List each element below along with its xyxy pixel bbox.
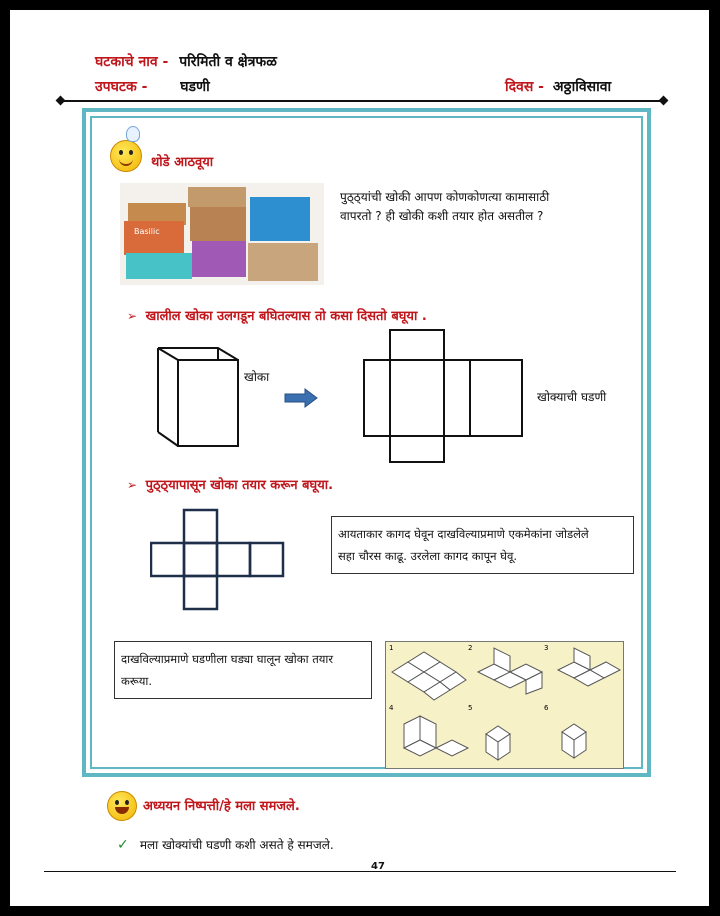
cross-net-drawing [150,508,286,612]
recall-question-line1: पुठ्ठ्यांची खोकी आपण कोणकोणत्या कामासाठी [340,190,550,204]
happy-smiley-icon [107,791,137,821]
outcome-item-row [117,834,334,855]
folding-steps-image [385,641,624,769]
make-instruction: पुठ्ठ्यापासून खोका तयार करून बघूया. [145,478,334,493]
unfold-instruction-row [127,306,427,324]
right-arrow-icon [283,388,319,408]
step-number: 5 [468,704,473,712]
unfold-instruction: खालील खोका उलगडून बघितल्यास तो कसा दिसतो बघूया . [145,309,427,324]
step1-textbox [331,516,634,574]
step2-textbox [114,641,372,699]
recall-question-line2: वापरतो ? ही खोकी कशी तयार होत असतील ? [340,209,544,223]
page-number: 47 [371,861,385,872]
step-number: 1 [389,644,394,652]
step-number: 6 [544,704,549,712]
photo-box-text: Basilic [134,227,160,236]
step-number: 3 [544,644,549,652]
folding-steps-drawing [386,642,625,770]
arrow-bullet-icon: ➢ [127,478,138,492]
checkmark-icon: ✓ [117,837,129,853]
day-value: अठ्ठाविसावा [552,79,612,95]
step1-line1: आयताकार कागद घेवून दाखविल्याप्रमाणे एकमेकांना जोडलेले [338,527,589,541]
recall-title: थोडे आठवूया [151,155,214,170]
subunit-value: घडणी [180,79,210,95]
lightbulb-icon [126,126,140,142]
net-label: खोक्याची घडणी [537,390,607,404]
idea-smiley-icon [110,140,142,172]
step2-line1: दाखविल्याप्रमाणे घडणीला घड्या घालून खोका तयार [121,652,334,666]
outcome-title: अध्ययन निष्पत्ती/हे मला समजले. [143,799,300,814]
unit-label: घटकाचे नाव - [95,54,169,70]
make-instruction-row [127,475,333,493]
box-net-drawing [360,328,526,466]
subunit-label: उपघटक - [95,79,148,95]
day-label: दिवस - [505,79,544,95]
step2-line2: करूया. [121,674,153,688]
unit-value: परिमिती व क्षेत्रफळ [179,54,277,70]
box-label: खोका [244,370,270,384]
unit-name-row [95,52,277,71]
day-row [505,77,611,96]
step-number: 2 [468,644,473,652]
step1-line2: सहा चौरस काढू. उरलेला कागद कापून घेवू. [338,549,518,563]
arrow-bullet-icon: ➢ [127,309,138,323]
footer-divider [44,871,676,872]
outcome-item: मला खोक्यांची घडणी कशी असते हे समजले. [139,838,334,852]
header-divider [60,100,664,102]
subunit-row [95,77,210,96]
box-3d-drawing [150,340,250,450]
step-number: 4 [389,704,394,712]
cardboard-boxes-photo [120,183,324,285]
